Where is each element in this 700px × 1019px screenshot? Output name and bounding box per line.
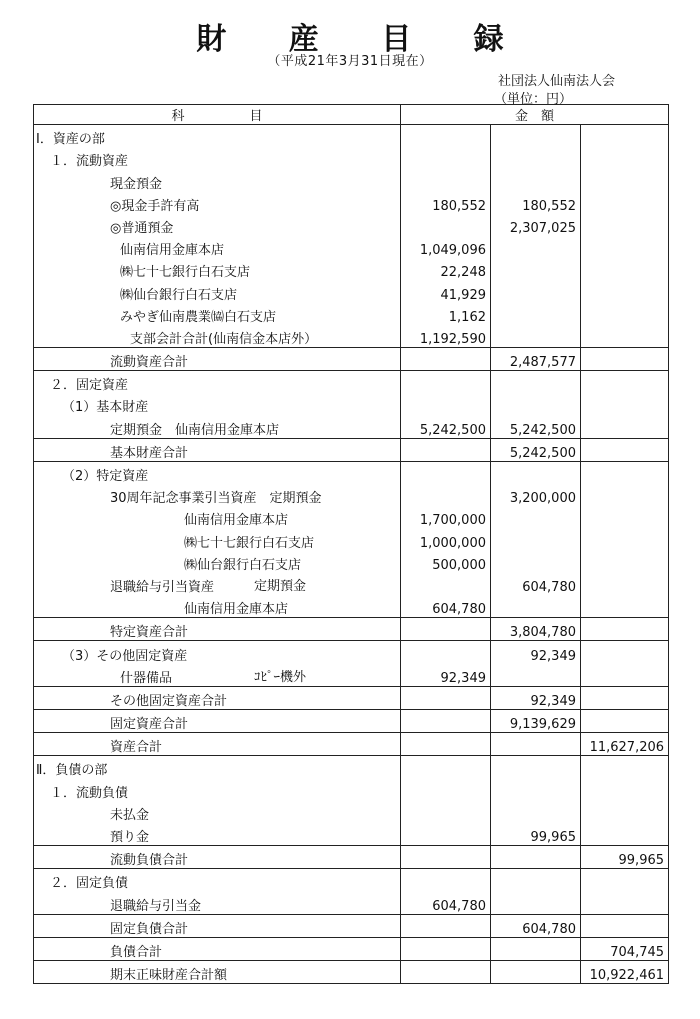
row-label-text: １．流動資産 [50,154,129,170]
table-row [34,641,669,664]
row-label-text: 退職給与引当資産 [110,579,215,595]
row-label [34,733,401,756]
amount-col-3 [581,756,669,779]
row-label-text: ◎現金手許有高 [110,198,200,214]
amount-col-1: 92,349 [401,664,491,687]
row-label-text: 固定資産合計 [110,717,189,733]
row-label [34,506,401,528]
row-label-text: 定期預金 仙南信用金庫本店 [110,422,280,438]
row-label-text: Ⅱ．負債の部 [36,763,108,779]
row-label [34,756,401,779]
table-row [34,551,669,573]
row-sublabel-text: ｺﾋﾟｰ機外 [254,669,307,685]
table-row [34,303,669,325]
amount-col-1 [401,393,491,415]
table-row [34,506,669,528]
amount-col-2 [491,801,581,823]
table-header-row [34,105,669,125]
row-label [34,914,401,937]
table-row [34,733,669,756]
amount-col-2 [491,236,581,258]
table-row [34,914,669,937]
amount-col-2: 3,200,000 [491,484,581,506]
amount-col-3 [581,438,669,461]
amount-col-2 [491,664,581,687]
table-row [34,756,669,779]
row-label-text: ２．固定資産 [50,378,129,394]
amount-col-3 [581,506,669,528]
row-label-text: 預り金 [110,830,150,845]
row-label-text: 支部会計合計(仙南信金本店外） [130,331,318,347]
row-label [34,125,401,148]
amount-col-2: 5,242,500 [491,415,581,438]
amount-col-2 [491,125,581,148]
row-label [34,641,401,664]
table-row [34,573,669,595]
table-row [34,664,669,687]
amount-col-3 [581,664,669,687]
amount-col-1 [401,461,491,484]
amount-col-1: 1,192,590 [401,325,491,348]
table-row [34,709,669,732]
table-row [34,823,669,846]
amount-col-3 [581,192,669,214]
table-row [34,325,669,348]
row-label-text: Ⅰ．資産の部 [36,132,105,148]
table-row [34,438,669,461]
amount-col-2: 604,780 [491,573,581,595]
unit-label: （単位：円） [494,92,573,107]
table-row [34,280,669,302]
table-row [34,415,669,438]
amount-col-1: 5,242,500 [401,415,491,438]
row-label [34,169,401,191]
amount-col-1: 180,552 [401,192,491,214]
amount-col-1 [401,937,491,960]
row-label [34,551,401,573]
amount-col-1 [401,914,491,937]
amount-col-1: 604,780 [401,891,491,914]
amount-col-1 [401,869,491,892]
amount-col-3 [581,147,669,169]
amount-col-3 [581,823,669,846]
amount-col-3 [581,618,669,641]
amount-col-2 [491,595,581,618]
amount-col-3 [581,461,669,484]
amount-col-2: 99,965 [491,823,581,846]
amount-col-2 [491,303,581,325]
row-label-text: 特定資産合計 [110,625,189,641]
amount-col-3 [581,528,669,550]
amount-column-header: 金 額 [401,105,669,125]
row-label-text: ㈱仙台銀行白石支店 [120,287,238,303]
amount-col-1 [401,147,491,169]
row-label [34,192,401,214]
amount-col-1 [401,214,491,236]
row-label-text: （1）基本財産 [62,400,149,416]
row-label-text: 仙南信用金庫本店 [184,513,289,529]
table-row [34,595,669,618]
amount-col-2 [491,371,581,394]
table-row [34,125,669,148]
row-sublabel-text: 定期預金 [254,578,307,594]
amount-col-2 [491,528,581,550]
row-label [34,280,401,302]
amount-col-1 [401,756,491,779]
amount-col-3 [581,415,669,438]
amount-col-2 [491,869,581,892]
row-label [34,258,401,280]
row-label-text: その他固定資産合計 [110,693,228,709]
row-label [34,801,401,823]
row-label [34,147,401,169]
table-row [34,258,669,280]
table-row [34,236,669,258]
amount-col-1 [401,823,491,846]
amount-col-3 [581,778,669,800]
row-label-text: 期末正味財産合計額 [110,968,228,984]
amount-col-1 [401,618,491,641]
amount-col-2 [491,393,581,415]
amount-col-2 [491,891,581,914]
row-label-text: 現金預金 [110,176,163,192]
row-label-text: 固定負債合計 [110,921,189,937]
amount-col-2 [491,325,581,348]
amount-col-3 [581,869,669,892]
amount-col-2 [491,937,581,960]
amount-col-3 [581,303,669,325]
amount-col-1: 41,929 [401,280,491,302]
table-row [34,801,669,823]
row-label [34,484,401,506]
amount-col-3 [581,214,669,236]
amount-col-1: 1,000,000 [401,528,491,550]
row-label-text: 負債合計 [110,944,163,960]
table-row [34,484,669,506]
amount-col-3 [581,686,669,709]
row-label-text: 什器備品 [120,670,173,686]
table-row [34,461,669,484]
amount-col-1 [401,484,491,506]
table-row [34,618,669,641]
row-label-text: ㈱七十七銀行白石支店 [120,265,251,281]
row-label [34,846,401,869]
amount-col-3 [581,347,669,370]
table-row [34,778,669,800]
row-label [34,528,401,550]
amount-col-2 [491,733,581,756]
table-row [34,686,669,709]
table-row [34,960,669,983]
table-row [34,147,669,169]
amount-col-1: 1,049,096 [401,236,491,258]
row-label-text: 仙南信用金庫本店 [120,243,225,259]
amount-col-3 [581,891,669,914]
amount-col-2 [491,960,581,983]
amount-col-3 [581,484,669,506]
amount-col-1: 1,162 [401,303,491,325]
subject-column-header: 科 目 [34,105,401,125]
amount-col-3 [581,258,669,280]
table-row [34,347,669,370]
amount-col-2 [491,756,581,779]
amount-col-3 [581,551,669,573]
row-label [34,415,401,438]
amount-col-2 [491,147,581,169]
row-label-text: 流動負債合計 [110,853,189,869]
amount-col-1 [401,169,491,191]
amount-col-1 [401,641,491,664]
organization-name: 社団法人仙南法人会 [498,74,616,89]
amount-col-2: 92,349 [491,641,581,664]
amount-col-3: 11,627,206 [581,733,669,756]
amount-col-2 [491,461,581,484]
document-date: （平成21年3月31日現在） [267,54,433,69]
amount-col-3 [581,325,669,348]
row-label [34,393,401,415]
row-label [34,371,401,394]
amount-col-1: 604,780 [401,595,491,618]
amount-col-1: 22,248 [401,258,491,280]
amount-col-1 [401,125,491,148]
amount-col-3 [581,801,669,823]
row-label-text: 30周年記念事業引当資産 定期預金 [110,491,322,507]
amount-col-3 [581,125,669,148]
amount-col-2: 180,552 [491,192,581,214]
row-label [34,891,401,914]
row-label-text: ㈱七十七銀行白石支店 [184,535,315,551]
amount-col-2: 604,780 [491,914,581,937]
row-label [34,438,401,461]
row-label [34,664,401,687]
row-label [34,236,401,258]
row-label-text: 資産合計 [110,740,163,756]
table-row [34,846,669,869]
amount-col-2: 5,242,500 [491,438,581,461]
amount-col-3 [581,236,669,258]
row-label [34,461,401,484]
amount-col-2: 2,487,577 [491,347,581,370]
amount-col-1 [401,371,491,394]
amount-col-1: 1,700,000 [401,506,491,528]
table-row [34,937,669,960]
asset-inventory-table [33,104,669,984]
row-label-text: １．流動負債 [50,785,129,801]
table-row [34,192,669,214]
amount-col-3 [581,393,669,415]
amount-col-1 [401,960,491,983]
row-label [34,937,401,960]
amount-col-1 [401,438,491,461]
row-label-text: 基本財産合計 [110,445,189,461]
row-label [34,595,401,618]
amount-col-2 [491,551,581,573]
amount-col-1 [401,709,491,732]
row-label [34,869,401,892]
row-label-text: ㈱仙台銀行白石支店 [184,557,302,573]
amount-col-1 [401,347,491,370]
amount-col-3 [581,595,669,618]
amount-col-2 [491,258,581,280]
amount-col-2 [491,506,581,528]
row-label-text: （2）特定資産 [62,469,149,484]
amount-col-1 [401,778,491,800]
row-label [34,618,401,641]
row-label [34,347,401,370]
row-label-text: 仙南信用金庫本店 [184,602,289,618]
amount-col-3 [581,914,669,937]
amount-col-1: 500,000 [401,551,491,573]
amount-col-3 [581,709,669,732]
row-label [34,303,401,325]
row-label-text: 未払金 [110,807,150,823]
amount-col-3 [581,371,669,394]
row-label [34,778,401,800]
row-label-text: 退職給与引当金 [110,898,202,914]
amount-col-3 [581,641,669,664]
amount-col-2 [491,169,581,191]
amount-col-3 [581,573,669,595]
row-label [34,214,401,236]
row-label [34,823,401,846]
table-row [34,528,669,550]
amount-col-2: 2,307,025 [491,214,581,236]
amount-col-3: 99,965 [581,846,669,869]
row-label-text: （3）その他固定資産 [62,648,188,664]
row-label-text: ２．固定負債 [50,876,129,892]
table-row [34,214,669,236]
amount-col-2 [491,846,581,869]
table-row [34,393,669,415]
amount-col-3: 10,922,461 [581,960,669,983]
amount-col-1 [401,686,491,709]
amount-col-1 [401,733,491,756]
amount-col-2: 3,804,780 [491,618,581,641]
amount-col-2 [491,778,581,800]
table-row [34,371,669,394]
table-row [34,869,669,892]
amount-col-2: 92,349 [491,686,581,709]
row-label [34,686,401,709]
table-row [34,169,669,191]
document-title: 財 産 目 録 [196,22,530,57]
amount-col-3 [581,280,669,302]
amount-col-3 [581,169,669,191]
amount-col-2 [491,280,581,302]
amount-col-1 [401,573,491,595]
row-label [34,325,401,348]
row-label-text: ◎普通預金 [110,220,174,236]
table-row [34,891,669,914]
row-label [34,573,401,595]
row-label [34,709,401,732]
row-label-text: みやぎ仙南農業㈿白石支店 [120,309,277,325]
amount-col-1 [401,846,491,869]
amount-col-2: 9,139,629 [491,709,581,732]
amount-col-3: 704,745 [581,937,669,960]
row-label-text: 流動資産合計 [110,355,189,371]
row-label [34,960,401,983]
amount-col-1 [401,801,491,823]
